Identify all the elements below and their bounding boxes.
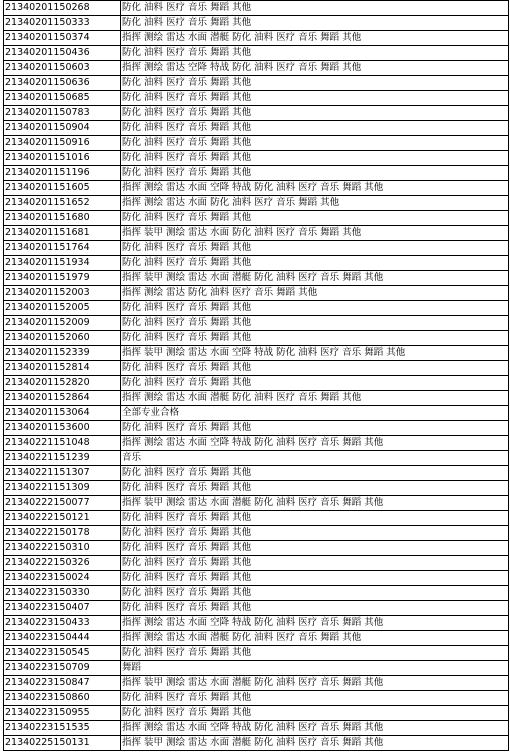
qualified-specialty-cell: 指挥 测绘 雷达 水面 潜艇 防化 油料 医疗 音乐 舞蹈 其他 [121, 391, 509, 406]
candidate-id-cell: 21340222150121 [4, 511, 121, 526]
table-row [4, 196, 509, 211]
table-row [4, 256, 509, 271]
candidate-id-cell: 21340201150333 [4, 16, 121, 31]
table-row [4, 466, 509, 481]
table-row [4, 421, 509, 436]
candidate-id-cell: 21340201153064 [4, 406, 121, 421]
candidate-id-cell: 21340221151048 [4, 436, 121, 451]
qualified-specialty-cell: 防化 油料 医疗 音乐 舞蹈 其他 [121, 556, 509, 571]
candidate-id-cell: 21340201151764 [4, 241, 121, 256]
table-row [4, 226, 509, 241]
candidate-id-cell: 21340222150326 [4, 556, 121, 571]
candidate-id-cell: 21340201152009 [4, 316, 121, 331]
table-row [4, 496, 509, 511]
candidate-id-cell: 21340223150709 [4, 661, 121, 676]
table-row [4, 451, 509, 466]
table-row [4, 106, 509, 121]
candidate-id-cell: 21340201152339 [4, 346, 121, 361]
qualified-specialty-cell: 指挥 测绘 雷达 水面 空降 特战 防化 油料 医疗 音乐 舞蹈 其他 [121, 721, 509, 736]
qualified-specialty-cell: 指挥 测绘 雷达 水面 潜艇 防化 油料 医疗 音乐 舞蹈 其他 [121, 31, 509, 46]
candidate-id-cell: 21340221151307 [4, 466, 121, 481]
table-row [4, 706, 509, 721]
qualified-specialty-cell: 防化 油料 医疗 音乐 舞蹈 其他 [121, 646, 509, 661]
candidate-id-cell: 21340201150904 [4, 121, 121, 136]
qualified-specialty-cell: 防化 油料 医疗 音乐 舞蹈 其他 [121, 376, 509, 391]
candidate-id-cell: 21340201153600 [4, 421, 121, 436]
candidate-id-cell: 21340201152814 [4, 361, 121, 376]
qualified-specialty-cell: 防化 油料 医疗 音乐 舞蹈 其他 [121, 76, 509, 91]
table-row [4, 361, 509, 376]
candidate-id-cell: 21340201150603 [4, 61, 121, 76]
candidate-id-cell: 21340201150374 [4, 31, 121, 46]
table-row [4, 646, 509, 661]
candidate-id-cell: 21340201151016 [4, 151, 121, 166]
qualified-specialty-cell: 防化 油料 医疗 音乐 舞蹈 其他 [121, 361, 509, 376]
qualified-specialty-cell: 指挥 测绘 雷达 水面 防化 油料 医疗 音乐 舞蹈 其他 [121, 196, 509, 211]
table-row [4, 691, 509, 706]
candidate-id-cell: 21340201150636 [4, 76, 121, 91]
table-row [4, 286, 509, 301]
qualified-specialty-cell: 防化 油料 医疗 音乐 舞蹈 其他 [121, 241, 509, 256]
qualified-specialty-cell: 指挥 装甲 测绘 雷达 水面 潜艇 防化 油料 医疗 音乐 舞蹈 其他 [121, 496, 509, 511]
table-row [4, 436, 509, 451]
qualified-specialty-cell: 防化 油料 医疗 音乐 舞蹈 其他 [121, 256, 509, 271]
qualified-specialty-cell: 指挥 测绘 雷达 空降 特战 防化 油料 医疗 音乐 舞蹈 其他 [121, 61, 509, 76]
qualified-specialty-cell: 指挥 装甲 测绘 雷达 水面 潜艇 防化 油料 医疗 音乐 舞蹈 其他 [121, 676, 509, 691]
table-row [4, 676, 509, 691]
table-row [4, 166, 509, 181]
candidate-id-cell: 21340201151652 [4, 196, 121, 211]
candidate-id-cell: 21340201152060 [4, 331, 121, 346]
candidate-id-cell: 21340223150847 [4, 676, 121, 691]
table-row [4, 736, 509, 751]
candidate-id-cell: 21340222150077 [4, 496, 121, 511]
candidate-id-cell: 21340201152864 [4, 391, 121, 406]
candidate-id-cell: 21340201151196 [4, 166, 121, 181]
candidate-id-cell: 21340223150433 [4, 616, 121, 631]
table-row [4, 541, 509, 556]
table-row [4, 316, 509, 331]
candidate-id-cell: 21340201152820 [4, 376, 121, 391]
table-row [4, 16, 509, 31]
qualified-specialty-cell: 防化 油料 医疗 音乐 舞蹈 其他 [121, 211, 509, 226]
table-row [4, 1, 509, 16]
qualified-specialty-cell: 防化 油料 医疗 音乐 舞蹈 其他 [121, 601, 509, 616]
qualified-specialty-cell: 防化 油料 医疗 音乐 舞蹈 其他 [121, 151, 509, 166]
candidate-id-cell: 21340201151934 [4, 256, 121, 271]
table-row [4, 586, 509, 601]
qualified-specialty-cell: 防化 油料 医疗 音乐 舞蹈 其他 [121, 166, 509, 181]
qualified-specialty-cell: 音乐 [121, 451, 509, 466]
candidate-id-cell: 21340222150310 [4, 541, 121, 556]
qualified-specialty-cell: 防化 油料 医疗 音乐 舞蹈 其他 [121, 316, 509, 331]
table-row [4, 301, 509, 316]
candidate-id-cell: 21340223150545 [4, 646, 121, 661]
qualified-specialty-cell: 指挥 装甲 测绘 雷达 水面 防化 油料 医疗 音乐 舞蹈 其他 [121, 226, 509, 241]
qualified-specialty-cell: 防化 油料 医疗 音乐 舞蹈 其他 [121, 511, 509, 526]
qualified-specialty-cell: 防化 油料 医疗 音乐 舞蹈 其他 [121, 106, 509, 121]
qualified-specialty-cell: 防化 油料 医疗 音乐 舞蹈 其他 [121, 16, 509, 31]
candidate-id-cell: 21340223151535 [4, 721, 121, 736]
candidate-id-cell: 21340201151680 [4, 211, 121, 226]
candidate-id-cell: 21340223150444 [4, 631, 121, 646]
table-row [4, 91, 509, 106]
candidate-id-cell: 21340201150685 [4, 91, 121, 106]
qualified-specialty-cell: 防化 油料 医疗 音乐 舞蹈 其他 [121, 46, 509, 61]
candidate-id-cell: 21340221151309 [4, 481, 121, 496]
qualified-specialty-cell: 指挥 测绘 雷达 水面 空降 特战 防化 油料 医疗 音乐 舞蹈 其他 [121, 616, 509, 631]
candidate-id-cell: 21340222150178 [4, 526, 121, 541]
results-table [3, 0, 509, 751]
candidate-id-cell: 21340201150916 [4, 136, 121, 151]
table-row [4, 601, 509, 616]
qualified-specialty-cell: 防化 油料 医疗 音乐 舞蹈 其他 [121, 331, 509, 346]
qualified-specialty-cell: 防化 油料 医疗 音乐 舞蹈 其他 [121, 301, 509, 316]
candidate-id-cell: 21340223150860 [4, 691, 121, 706]
qualified-specialty-cell: 指挥 装甲 测绘 雷达 水面 潜艇 防化 油料 医疗 音乐 舞蹈 其他 [121, 271, 509, 286]
table-row [4, 616, 509, 631]
table-row [4, 391, 509, 406]
candidate-id-cell: 21340201152003 [4, 286, 121, 301]
qualified-specialty-cell: 防化 油料 医疗 音乐 舞蹈 其他 [121, 466, 509, 481]
table-row [4, 76, 509, 91]
table-row [4, 121, 509, 136]
qualified-specialty-cell: 指挥 测绘 雷达 防化 油料 医疗 音乐 舞蹈 其他 [121, 286, 509, 301]
candidate-id-cell: 21340201151979 [4, 271, 121, 286]
candidate-id-cell: 21340201151681 [4, 226, 121, 241]
table-row [4, 376, 509, 391]
qualified-specialty-cell: 防化 油料 医疗 音乐 舞蹈 其他 [121, 571, 509, 586]
qualified-specialty-cell: 指挥 测绘 雷达 水面 潜艇 防化 油料 医疗 音乐 舞蹈 其他 [121, 631, 509, 646]
candidate-id-cell: 21340223150407 [4, 601, 121, 616]
table-row [4, 46, 509, 61]
table-row [4, 271, 509, 286]
qualified-specialty-cell: 防化 油料 医疗 音乐 舞蹈 其他 [121, 421, 509, 436]
candidate-id-cell: 21340201152005 [4, 301, 121, 316]
table-row [4, 31, 509, 46]
table-row [4, 61, 509, 76]
table-row [4, 721, 509, 736]
qualified-specialty-cell: 指挥 测绘 雷达 水面 空降 特战 防化 油料 医疗 音乐 舞蹈 其他 [121, 181, 509, 196]
table-row [4, 331, 509, 346]
qualified-specialty-cell: 防化 油料 医疗 音乐 舞蹈 其他 [121, 526, 509, 541]
qualified-specialty-cell: 防化 油料 医疗 音乐 舞蹈 其他 [121, 481, 509, 496]
table-row [4, 526, 509, 541]
qualified-specialty-cell: 指挥 测绘 雷达 水面 空降 特战 防化 油料 医疗 音乐 舞蹈 其他 [121, 436, 509, 451]
table-row [4, 151, 509, 166]
candidate-id-cell: 21340201150783 [4, 106, 121, 121]
qualified-specialty-cell: 指挥 装甲 测绘 雷达 水面 潜艇 防化 油料 医疗 音乐 舞蹈 其他 [121, 736, 509, 751]
candidate-id-cell: 21340201150436 [4, 46, 121, 61]
table-row [4, 406, 509, 421]
table-row [4, 661, 509, 676]
qualified-specialty-cell: 全部专业合格 [121, 406, 509, 421]
table-row [4, 556, 509, 571]
qualified-specialty-cell: 防化 油料 医疗 音乐 舞蹈 其他 [121, 121, 509, 136]
table-row [4, 511, 509, 526]
qualified-specialty-cell: 防化 油料 医疗 音乐 舞蹈 其他 [121, 136, 509, 151]
table-row [4, 571, 509, 586]
table-row [4, 631, 509, 646]
qualified-specialty-cell: 防化 油料 医疗 音乐 舞蹈 其他 [121, 1, 509, 16]
candidate-id-cell: 21340223150330 [4, 586, 121, 601]
qualified-specialty-cell: 防化 油料 医疗 音乐 舞蹈 其他 [121, 691, 509, 706]
qualified-specialty-cell: 舞蹈 [121, 661, 509, 676]
qualified-specialty-cell: 防化 油料 医疗 音乐 舞蹈 其他 [121, 91, 509, 106]
qualified-specialty-cell: 防化 油料 医疗 音乐 舞蹈 其他 [121, 586, 509, 601]
table-row [4, 181, 509, 196]
candidate-id-cell: 21340223150024 [4, 571, 121, 586]
qualified-specialty-cell: 防化 油料 医疗 音乐 舞蹈 其他 [121, 541, 509, 556]
table-row [4, 346, 509, 361]
candidate-id-cell: 21340221151239 [4, 451, 121, 466]
candidate-id-cell: 21340201151605 [4, 181, 121, 196]
candidate-id-cell: 21340225150131 [4, 736, 121, 751]
table-row [4, 136, 509, 151]
table-row [4, 211, 509, 226]
qualified-specialty-cell: 指挥 装甲 测绘 雷达 水面 空降 特战 防化 油料 医疗 音乐 舞蹈 其他 [121, 346, 509, 361]
table-row [4, 481, 509, 496]
qualified-specialty-cell: 防化 油料 医疗 音乐 舞蹈 其他 [121, 706, 509, 721]
table-row [4, 241, 509, 256]
results-table-body [4, 1, 509, 751]
candidate-id-cell: 21340201150268 [4, 1, 121, 16]
candidate-id-cell: 21340223150955 [4, 706, 121, 721]
